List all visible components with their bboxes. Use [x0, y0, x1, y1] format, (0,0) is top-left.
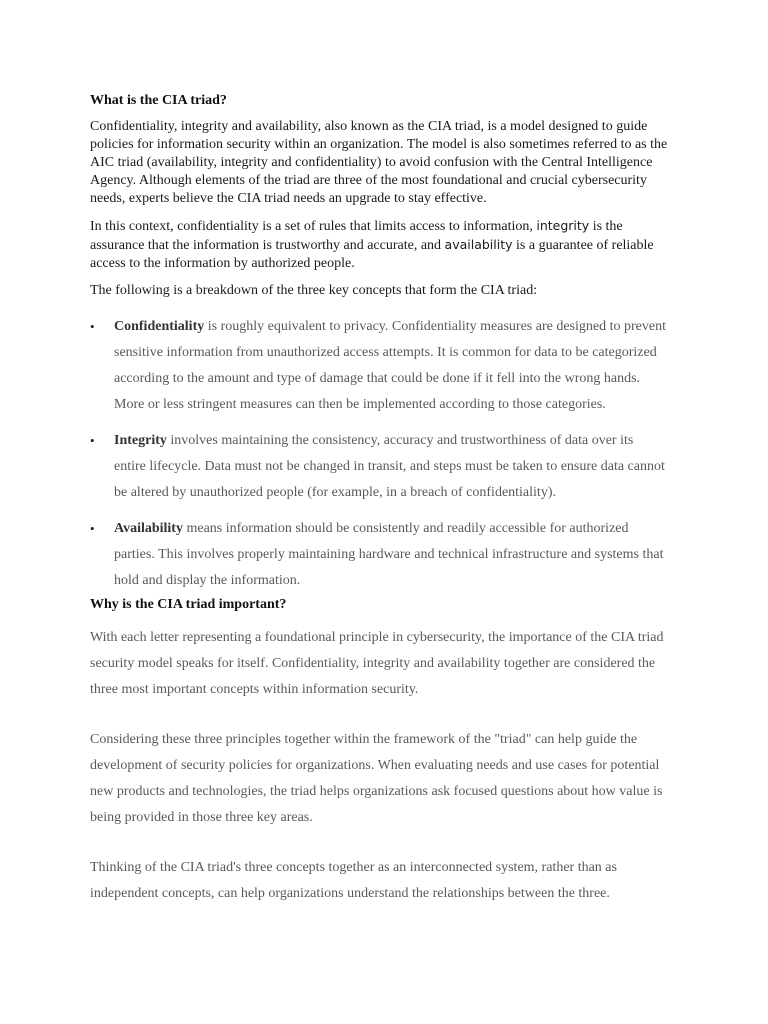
term-availability: Availability [114, 521, 183, 536]
list-item-integrity [90, 428, 668, 506]
word-integrity: integrity [536, 218, 590, 233]
term-integrity: Integrity [114, 433, 167, 448]
text-confidentiality: is roughly equivalent to privacy. Confidentiality measures are designed to prevent sensitive information from unauthorized access attempts. It is common for data to be categorized according to the amount and type of damage that could be done if it fell into the wrong hands. More or less stringent measures can then be implemented according to those categories. [114, 319, 666, 412]
paragraph-intro: Confidentiality, integrity and availability, also known as the CIA triad, is a model designed to guide policies for information security within an organization. The model is also sometimes referred to as the AIC triad (availability, integrity and confidentiality) to avoid confusion with the Central Intelligence Agency. Although elements of the triad are three of the most foundational and crucial cybersecurity needs, experts believe the CIA triad needs an upgrade to stay effective. [90, 119, 668, 206]
word-availability: availability [444, 237, 513, 252]
paragraph-context [90, 217, 668, 273]
paragraph-context-part3: is a guarantee of reliable access to the information by authorized people. [90, 238, 654, 271]
paragraph-context-part1: In this context, confidentiality is a set of rules that limits access to information, [90, 219, 537, 234]
paragraph-interconnected: Thinking of the CIA triad's three concepts together as an interconnected system, rather than as independent concepts, can help organizations understand the relationships between the three. [90, 860, 617, 901]
bullet-icon: • [90, 433, 95, 448]
heading-what-is-cia-triad: What is the CIA triad? [90, 93, 227, 108]
list-item-confidentiality [90, 314, 668, 418]
paragraph-importance: With each letter representing a foundational principle in cybersecurity, the importance of the CIA triad security model speaks for itself. Confidentiality, integrity and availability together are considered the three most important concepts within information security. [90, 630, 664, 697]
text-integrity: involves maintaining the consistency, accuracy and trustworthiness of data over its entire lifecycle. Data must not be changed in transit, and steps must be taken to ensure data cannot be altered by unauthorized people (for example, in a breach of confidentiality). [114, 433, 665, 500]
paragraph-context-part2: is the assurance that the information is trustworthy and accurate, and [90, 219, 623, 253]
list-item-availability [90, 516, 668, 594]
bullet-icon: • [90, 521, 95, 536]
term-confidentiality: Confidentiality [114, 319, 205, 334]
paragraph-framework: Considering these three principles together within the framework of the "triad" can help guide the development of security policies for organizations. When evaluating needs and use cases for potential new products and technologies, the triad helps organizations ask focused questions about how value is being provided in those three key areas. [90, 732, 663, 825]
text-availability: means information should be consistently and readily accessible for authorized parties. This involves properly maintaining hardware and technical infrastructure and systems that hold and display the information. [114, 521, 664, 588]
paragraph-breakdown-intro: The following is a breakdown of the three key concepts that form the CIA triad: [90, 283, 538, 298]
bullet-icon: • [90, 319, 95, 334]
heading-why-important: Why is the CIA triad important? [90, 597, 287, 612]
concept-list [90, 314, 668, 594]
